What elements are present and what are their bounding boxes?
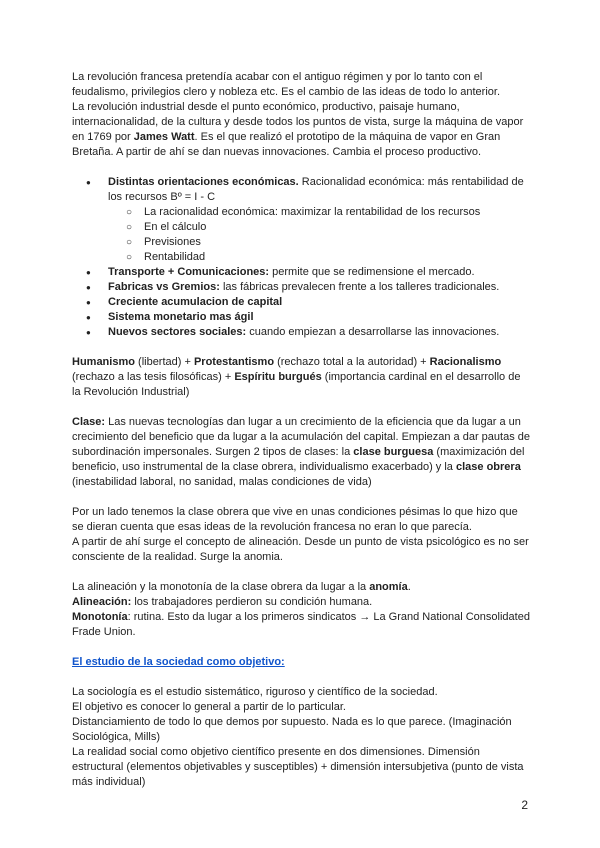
list-item: ● Fabricas vs Gremios: las fábricas prevalecen frente a los talleres tradicionales. — [72, 280, 532, 295]
paragraph-revolucion: La revolución francesa pretendía acabar con el antiguo régimen y por lo tanto con el feudalismo, privilegios clero y nobleza etc. Es el cambio de las ideas de todo lo anterior. La revolución industrial desde el punto económico, productivo, paisaje humano, internacionalidad, de la cultura y desde todos los puntos de vista, surge la máquina de vapor en 1769 por James Watt. Es el que realizó el prototipo de la máquina de vapor en Gran Bretaña. A partir de ahí se dan nuevas innovaciones. Cambia el proceso productivo. — [72, 71, 524, 158]
bold-james-watt: James Watt — [133, 131, 195, 143]
paragraph-humanismo: Humanismo (libertad) + Protestantismo (rechazo total a la autoridad) + Racionalismo (rechazo a las tesis filosóficas) + Espíritu burgués (importancia cardinal en el desarrollo de la Revolución Industrial) — [72, 356, 521, 398]
paragraph-anomia: La alineación y la monotonía de la clase obrera da lugar a la anomía. Alineación: los trabajadores perdieron su condición humana. Monotonía: rutina. Esto da lugar a los primeros sindicatos → La Grand National Consolidated Frade Union. — [72, 581, 530, 638]
paragraph-clase-obrera: Por un lado tenemos la clase obrera que vive en unas condiciones pésimas lo que hizo que se dieran cuenta que esas ideas de la revolución francesa no eran lo que parecía. A partir de ahí surge el concepto de alineación. Desde un punto de vista psicológico es no ser consciente de la realidad. Surge la anomia. — [72, 506, 529, 563]
list-item: ○ La racionalidad económica: maximizar la rentabilidad de los recursos — [72, 205, 532, 220]
list-item: ● Distintas orientaciones económicas. Racionalidad económica: más rentabilidad de los recursos Bº = I - C ○ La racionalidad económica: maximizar la rentabilidad de los recursos ○ En el cálculo ○ Previsiones ○ Rentabilidad — [72, 175, 532, 265]
bullet-list — [72, 175, 532, 340]
list-item: ○ En el cálculo — [72, 220, 532, 235]
list-item: ○ Rentabilidad — [72, 250, 532, 265]
list-item: ● Transporte + Comunicaciones: permite que se redimensione el mercado. — [72, 265, 532, 280]
section-heading-link[interactable]: El estudio de la sociedad como objetivo: — [72, 656, 285, 668]
list-item: ● Sistema monetario mas ágil — [72, 310, 532, 325]
list-item: ● Nuevos sectores sociales: cuando empiezan a desarrollarse las innovaciones. — [72, 325, 532, 340]
list-item: ● Creciente acumulacion de capital — [72, 295, 532, 310]
sub-bullet-list — [72, 205, 532, 265]
paragraph-sociologia: La sociología es el estudio sistemático, riguroso y científico de la sociedad. El objetivo es conocer lo general a partir de lo particular. Distanciamiento de todo lo que demos por supuesto. Nada es lo que parece. (Imaginación Sociológica, Mills) La realidad social como objetivo científico presente en dos dimensiones. Dimensión estructural (elementos objetivables y susceptibles) + dimensión intersubjetiva (punto de vista más individual) — [72, 686, 524, 788]
document-body — [72, 70, 532, 790]
list-item: ○ Previsiones — [72, 235, 532, 250]
page-number: 2 — [521, 798, 528, 812]
paragraph-clase: Clase: Las nuevas tecnologías dan lugar a un crecimiento de la eficiencia que da lugar a un crecimiento del beneficio que da lugar a la acumulación del capital. Empiezan a dar pautas de subordinación impersonales. Surgen 2 tipos de clases: la clase burguesa (maximización del beneficio, uso instrumental de la clase obrera, individualismo exacerbado) y la clase obrera (inestabilidad laboral, no sanidad, malas condiciones de vida) — [72, 416, 531, 488]
